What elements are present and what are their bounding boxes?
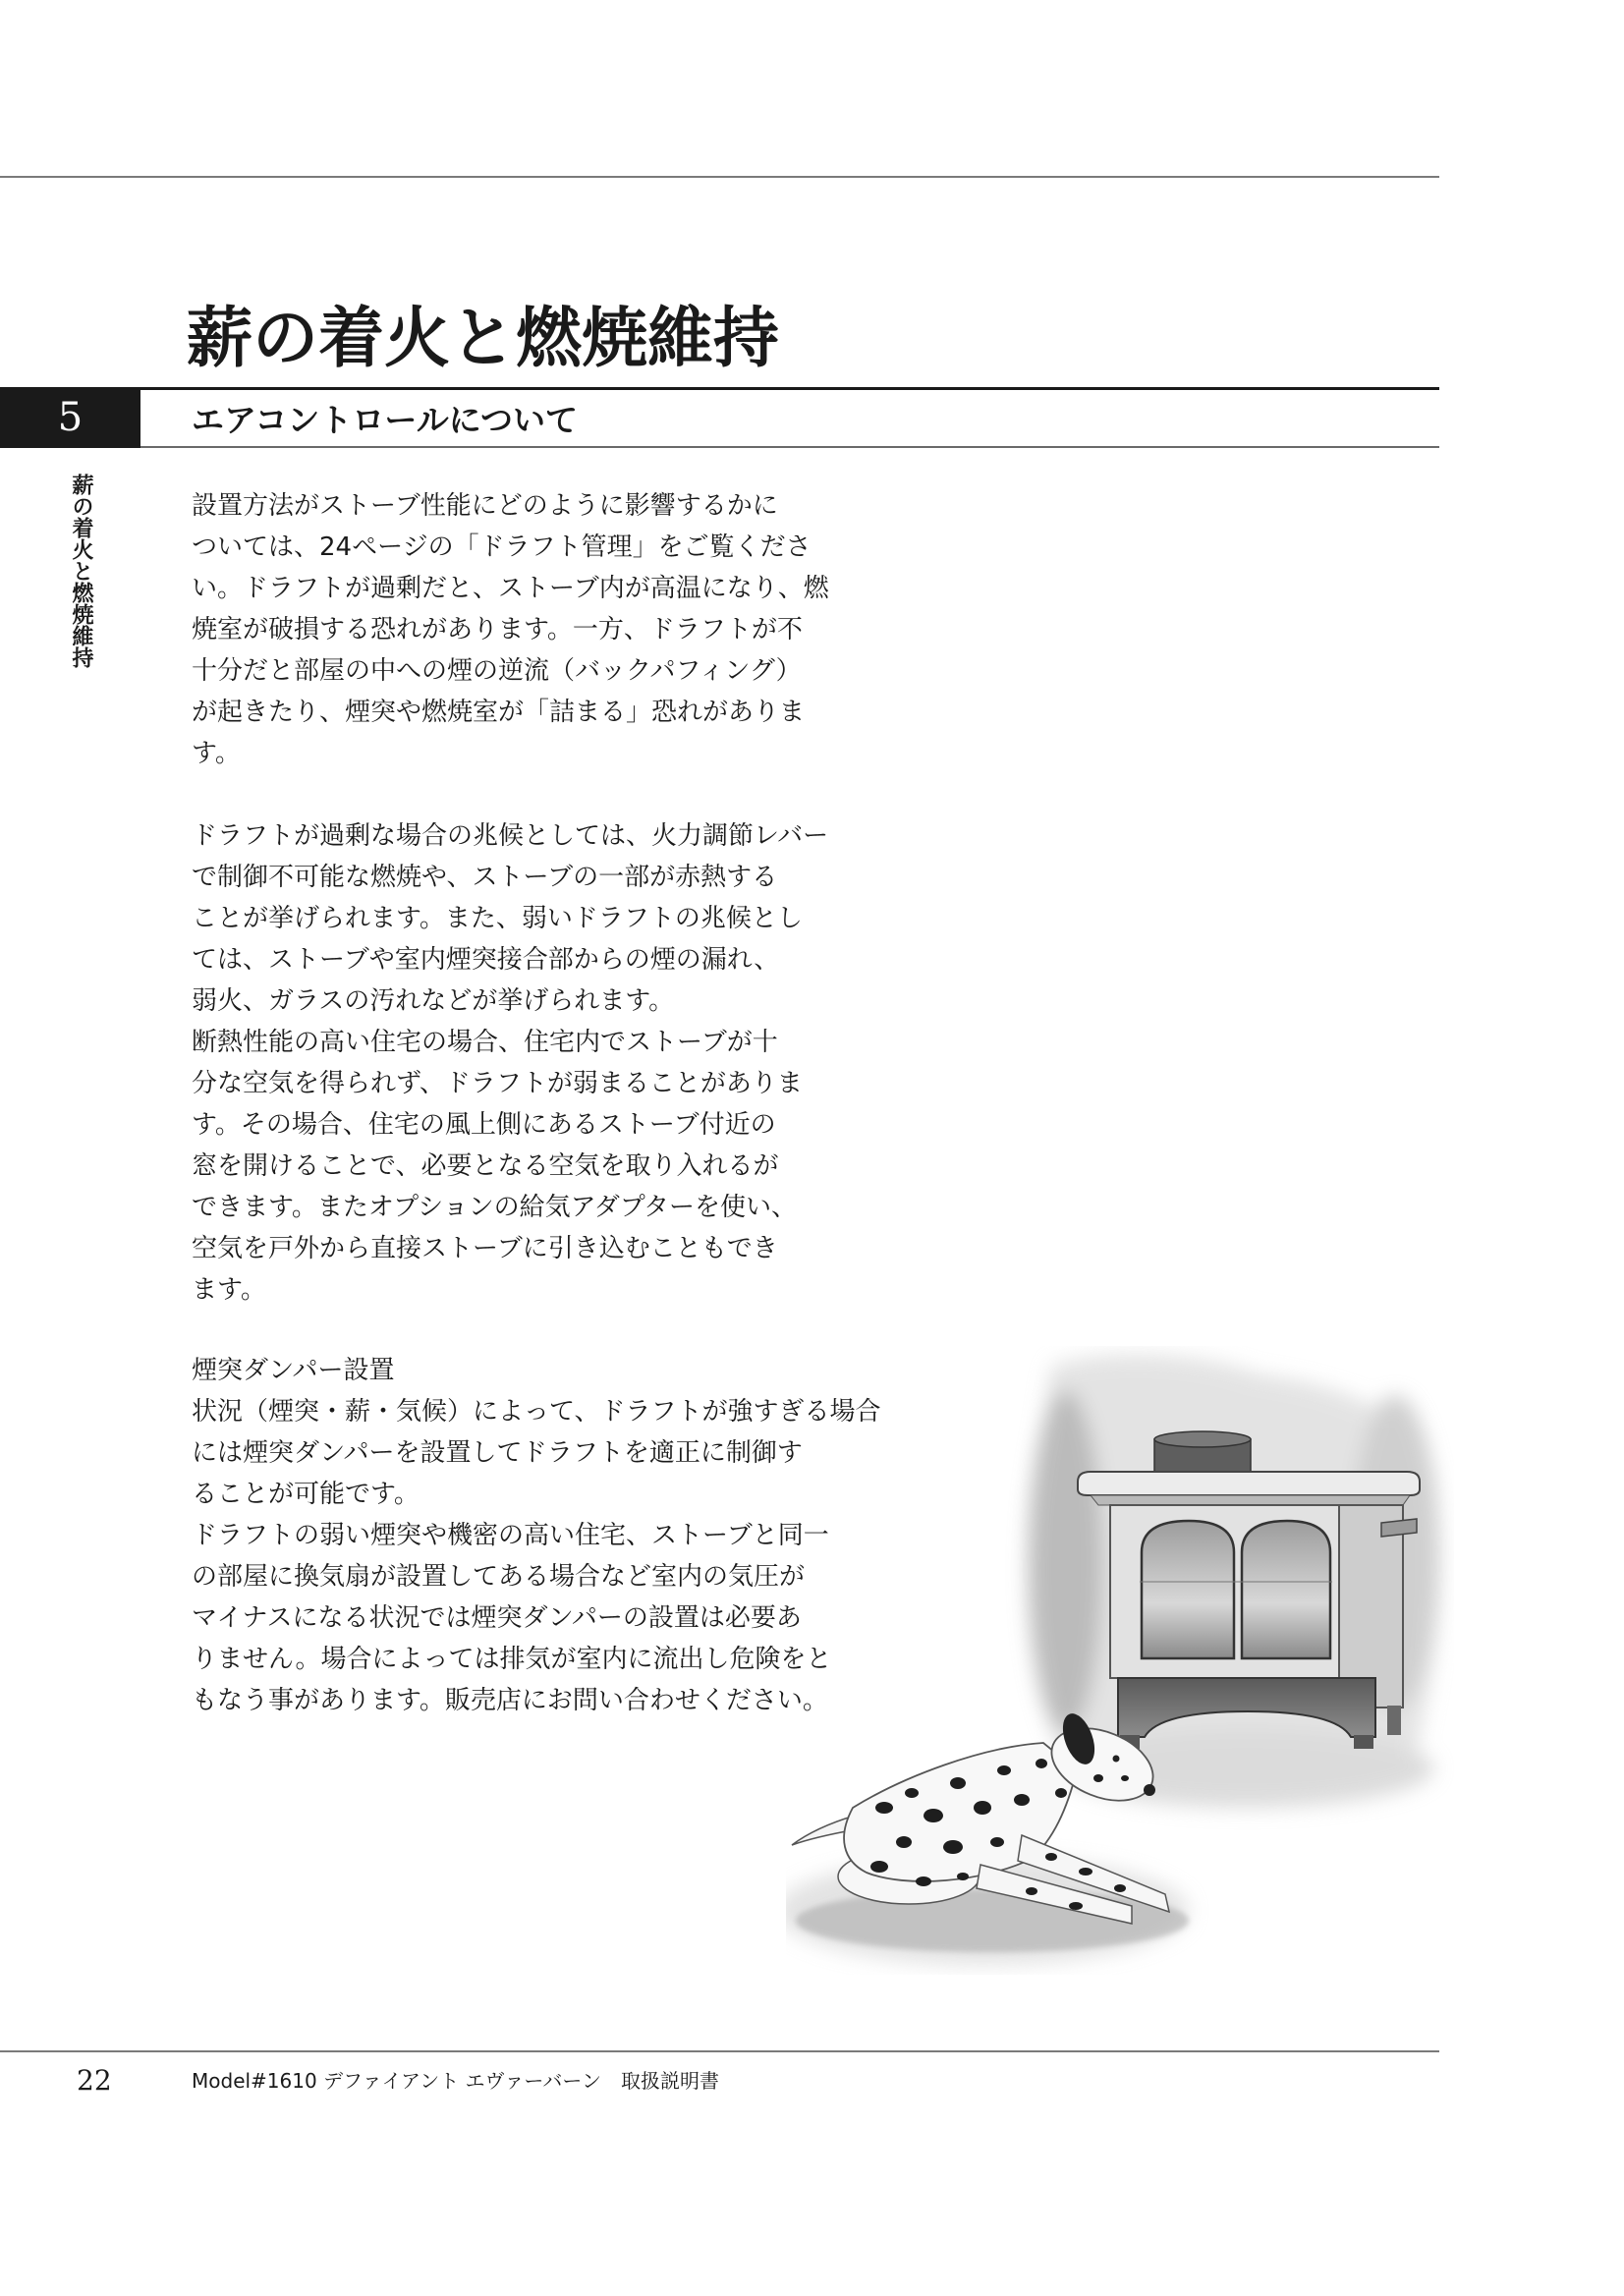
body-line: 状況（煙突・薪・気候）によって、ドラフトが強すぎる場合	[192, 1397, 881, 1427]
page-title: 薪の着火と燃焼維持	[187, 299, 779, 376]
heading-rule-bottom	[140, 446, 1439, 448]
body-line: 分な空気を得られず、ドラフトが弱まることがありま	[192, 1069, 803, 1098]
body-line: 十分だと部屋の中への煙の逆流（バックパフィング）	[192, 656, 802, 686]
body-line: ドラフトの弱い煙突や機密の高い住宅、ストーブと同一	[192, 1521, 829, 1550]
dalmatian-dog	[792, 1709, 1189, 1952]
stove-and-dog-illustration	[786, 1346, 1454, 1975]
stove-side-handle	[1381, 1519, 1417, 1537]
body-paragraph-3	[192, 1350, 880, 1721]
stove-leg-back	[1387, 1706, 1401, 1735]
body-line: もなう事があります。販売店にお問い合わせください。	[192, 1686, 828, 1715]
top-rule	[0, 176, 1439, 178]
dog-nose	[1144, 1784, 1155, 1796]
body-line: の部屋に換気扇が設置してある場合など室内の気圧が	[192, 1562, 806, 1592]
section-heading: エアコントロールについて	[192, 401, 579, 439]
body-line: で制御不可能な燃焼や、ストーブの一部が赤熱する	[192, 863, 778, 892]
body-line: ては、ストーブや室内煙突接合部からの煙の漏れ、	[192, 945, 780, 975]
footer-rule	[0, 2050, 1439, 2052]
body-line: ことが挙げられます。また、弱いドラフトの兆候とし	[192, 904, 803, 933]
body-line: す。	[192, 739, 241, 768]
body-line: マイナスになる状況では煙突ダンパーの設置は必要あ	[192, 1603, 802, 1633]
body-line: りません。場合によっては排気が室内に流出し危険をと	[192, 1645, 832, 1674]
body-line: できます。またオプションの給気アダプターを使い、	[192, 1193, 797, 1222]
body-line: ます。	[192, 1275, 266, 1305]
body-paragraph-1	[192, 485, 829, 774]
wood-stove	[1078, 1431, 1420, 1749]
stove-top-rim	[1091, 1495, 1410, 1505]
body-paragraph-2	[192, 815, 828, 1311]
heading-rule-top	[140, 387, 1439, 390]
stove-leg-right	[1354, 1735, 1373, 1749]
body-line: 窓を開けることで、必要となる空気を取り入れるが	[192, 1151, 779, 1181]
body-line: 弱火、ガラスの汚れなどが挙げられます。	[192, 986, 675, 1016]
body-line: す。その場合、住宅の風上側にあるストーブ付近の	[192, 1110, 776, 1140]
body-line: ることが可能です。	[192, 1480, 420, 1509]
stove-top-plate	[1078, 1472, 1420, 1495]
body-line: ついては、24ページの「ドラフト管理」をご覧くださ	[192, 532, 812, 562]
body-line: が起きたり、煙突や燃焼室が「詰まる」恐れがありま	[192, 698, 806, 727]
body-line: 設置方法がストーブ性能にどのように影響するかに	[192, 491, 778, 521]
chapter-number: 5	[57, 395, 84, 440]
body-line: 断熱性能の高い住宅の場合、住宅内でストーブが十	[192, 1028, 778, 1057]
body-line: には煙突ダンパーを設置してドラフトを適正に制御す	[192, 1438, 803, 1468]
stove-door-left	[1142, 1521, 1234, 1658]
stove-pipe-rim	[1154, 1431, 1251, 1447]
stove-door-right	[1242, 1521, 1330, 1658]
page-number: 22	[77, 2064, 112, 2097]
body-line: い。ドラフトが過剰だと、ストーブ内が高温になり、燃	[192, 574, 829, 603]
body-subheading-line: 煙突ダンパー設置	[192, 1356, 395, 1385]
chapter-number-box	[0, 387, 140, 448]
body-line: 焼室が破損する恐れがあります。一方、ドラフトが不	[192, 615, 803, 644]
document-title: Model#1610 デファイアント エヴァーバーン 取扱説明書	[192, 2069, 720, 2093]
dog-eye	[1113, 1756, 1120, 1763]
body-line: ドラフトが過剰な場合の兆候としては、火力調節レバー	[192, 821, 829, 851]
chapter-side-label: 薪の着火と燃焼維持	[69, 474, 94, 668]
body-line: 空気を戸外から直接ストーブに引き込むこともでき	[192, 1234, 778, 1263]
